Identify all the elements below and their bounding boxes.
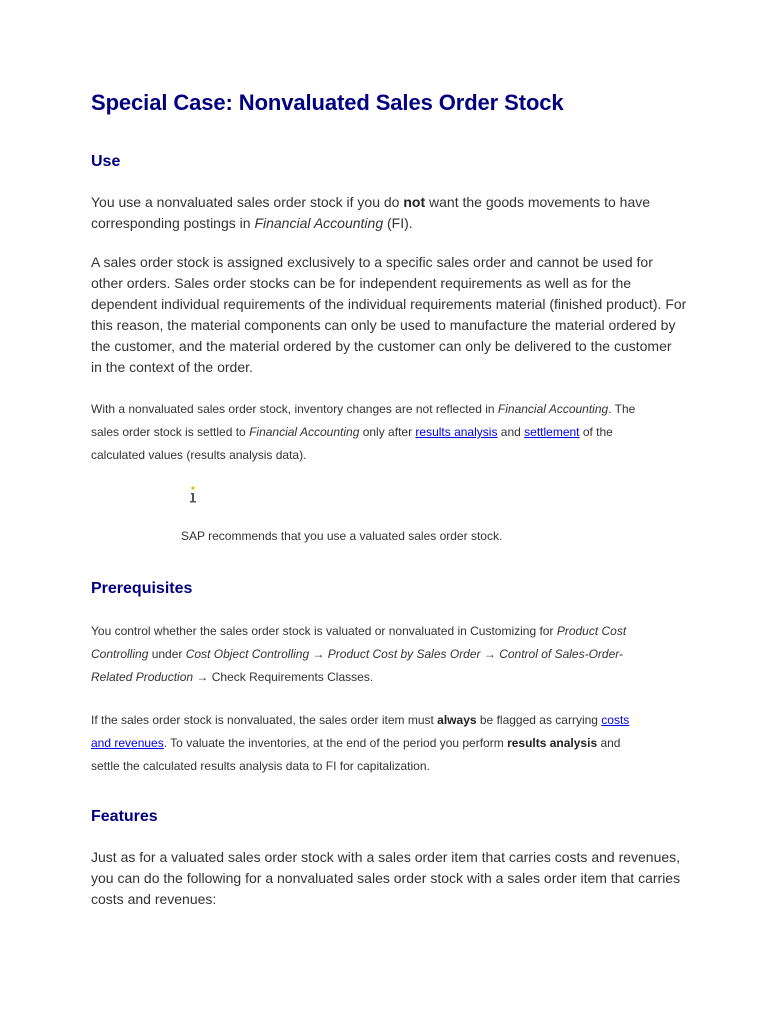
text-run: and [497,425,525,439]
term-product-cost-by-sales-order: Product Cost by Sales Order [327,647,481,661]
results-analysis-link[interactable]: results analysis [415,425,498,439]
text-run: be flagged as carrying [476,713,602,727]
paragraph-line: dependent individual requirements of the individual requirements material (finished product). For [91,296,687,312]
features-paragraph-1 [91,847,691,910]
emphasis-results-analysis: results analysis [507,736,598,750]
page-title: Special Case: Nonvaluated Sales Order Stock [91,90,564,115]
text-run: . The [608,402,636,416]
text-run: under [148,647,186,661]
use-paragraph-2 [91,252,691,378]
emphasis-always: always [437,713,477,727]
term-financial-accounting: Financial Accounting [254,215,384,231]
emphasis-not: not [403,194,426,210]
note-text: SAP recommends that you use a valuated sales order stock. [181,529,503,543]
prerequisites-paragraph-1 [91,620,691,689]
section-heading-prerequisites: Prerequisites [91,580,193,597]
term-product-cost: Product Cost [556,624,627,638]
text-run: (FI). [383,215,413,231]
term-controlling: Controlling [91,647,149,661]
term-related-production: Related Production [91,670,194,684]
section-heading-use: Use [91,153,121,170]
text-run: of the [579,425,613,439]
text-run: If the sales order stock is nonvaluated, the sales order item must [91,713,438,727]
arrow-icon: → [309,647,328,661]
use-paragraph-1 [91,192,691,234]
use-paragraph-3 [91,398,691,467]
term-control-of-sales-order: Control of Sales-Order- [499,647,624,661]
text-run: want the goods movements to have [425,194,651,210]
text-run: You control whether the sales order stock is valuated or nonvaluated in Customizing for [91,624,557,638]
costs-and-revenues-link[interactable]: and revenues [91,736,164,750]
text-run: corresponding postings in [91,215,255,231]
text-run: You use a nonvaluated sales order stock if you do [91,194,404,210]
text-run: Check Requirements Classes. [211,670,374,684]
prerequisites-paragraph-2 [91,709,691,778]
paragraph-line: other orders. Sales order stocks can be for independent requirements as well as for the [91,275,632,291]
text-run: sales order stock is settled to [91,425,250,439]
paragraph-line: A sales order stock is assigned exclusively to a specific sales order and cannot be used for [91,254,653,270]
text-run: With a nonvaluated sales order stock, inventory changes are not reflected in [91,402,498,416]
paragraph-line: you can do the following for a nonvaluated sales order stock with a sales order item that carries [91,870,681,886]
costs-and-revenues-link[interactable]: costs [601,713,630,727]
term-financial-accounting: Financial Accounting [249,425,360,439]
paragraph-line: settle the calculated results analysis data to FI for capitalization. [91,759,430,773]
paragraph-line: in the context of the order. [91,359,253,375]
section-heading-features: Features [91,808,158,825]
settlement-link[interactable]: settlement [524,425,580,439]
paragraph-line: calculated values (results analysis data). [91,448,307,462]
text-run: only after [359,425,416,439]
paragraph-line: costs and revenues: [91,891,217,907]
arrow-icon: → [193,670,212,684]
term-financial-accounting: Financial Accounting [497,402,609,416]
text-run: . To valuate the inventories, at the end of the period you perform [163,736,508,750]
paragraph-line: this reason, the material components can only be used to manufacture the material ordered by [91,317,676,333]
paragraph-line: the customer, and the material ordered by the customer can only be delivered to the customer [91,338,672,354]
arrow-icon: → [480,647,500,661]
info-icon [188,485,198,505]
text-run: and [597,736,621,750]
term-cost-object-controlling: Cost Object Controlling [185,647,310,661]
paragraph-line: Just as for a valuated sales order stock with a sales order item that carries costs and revenues, [91,849,681,865]
